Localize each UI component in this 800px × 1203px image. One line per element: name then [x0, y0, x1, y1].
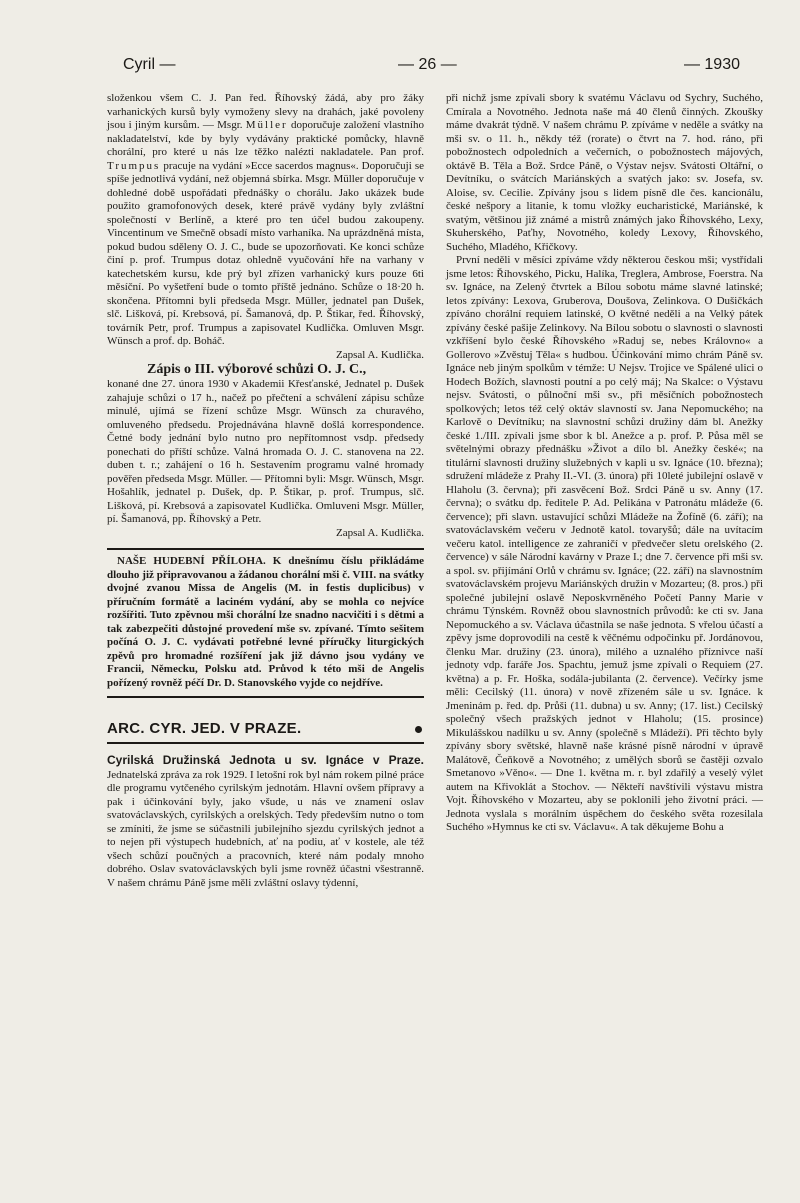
text: Jednatelská zpráva za rok 1929. I letošní rok byl nám rokem pilné práce dle programu vytčeného cyrilským jednotám. Hlavní ovšem přípravy a pak i účinkování byly, jako všude, u nás ve znamení oslav svatováclavských, cyrilských a orelských. Tedy především nutno o tom se zmíniti, že jsme se súčastnili jubilejního sjezdu cyrilských jednot a to nejen při výstupech hudebních, ať na podiu, ať v kostele, ale též všech schůzí poučných a pracovních, které nám podaly mnoho dobrého. Oslav svatováclavských byli jsme rovněž účastni všestranně. V našem chrámu Páně jsme měli zvláštní oslavy týdenní,	[107, 768, 424, 889]
section-rule	[107, 742, 424, 744]
left-column	[107, 92, 424, 890]
report-paragraph: První neděli v měsíci zpíváme vždy některou českou mši; vystřídali jsme letos: Říhovského, Picku, Halíka, Treglera, Ambrose, Foerstra. Na sv. Ignáce, na Zelený čtvrtek a Bílou sobotu máme slavné latinské; letos zpívány: Lexova, Gruberova, Doušova, Zelinkova. O Dušičkách zpíváno chorální requiem latinské, O květné neděli a na Velký pátek zpívány české pašije Zelinkovy. Na Bílou sobotu o slavnosti o slavnosti vzkříšení bylo české Říhovského »Raduj se, nebes Královno« a Gollerovo »Zvěstuj Těla« s hudbou. Účinkování mimo chrám Páně sv. Ignáce neb jiným spolkům v témže: U Nejsv. Trojice ve Spálené ulici o Hodech Božích, slavnosti poutní a po celý máj; Na Skalce: o Výstavu nejsv. Svátosti, o půlnoční mši sv., při měsíčních pobožnostech spolkových; letos též celý oktáv slavností sv. Jana Nepomuckého; na Karlově o Devítníku; na slavnostní schůzi družiny dám bl. Anežky české 1./III. zpívali jsme sbor k bl. Anežce a p. prof. P. Půsa měl se světelnými obrazy přednášku »Život a dílo bl. Anežky české«; na titulární slavnosti družiny služebných v kapli u sv. Ignáce (10. března); sdružení mládeže z Prahy II.-VI. (3. února) při 10leté jubilejní oslavě v Hlaholu (3. června); při zasvěcení Bož. Srdci Páně u sv. Anny (17. června); o svátku dp. ředitele P. Ad. Pelikána v Patronátu mládeže (6. července); při slavn. ustavující schůzi Mládeže na Žofíně (6. září); na svatováclavském večeru v Jednotě katol. tovaryšů; dále na uvítacím večeru katol. intelligence ze zahraničí v předvečer sletu orelského (2. července) v sále Národní kavárny v Praze I.; dne 7. července při mši sv. a spol. sv. přijímání Orlů v chrámu sv. Ignáce; (22. září) na slavnostním svatováclavském projevu Mariánských družin v Mozarteu; (8. pros.) při společné jubilejní oslavě Neposkvrněného Početí Panny Marie v chrámu Týnském. Rovněž obou slavnostních průvodů: ke cti sv. Jana Nepomuckého a sv. Václava účastnila se naše jednota. S vřelou účastí a zpěvy jsme doprovodili na cestě k věčnému odpočinku př. Jordánovou, členku Mar. družiny (23. února), milého a uznalého příznivce naší jednoty vdp. faráře Jos. Spachtu, jemuž jsme zpívali o Requiem (27. května) a p. Fr. Hoška, sodála-jubilanta (2. července). Večírky jsme měli: Cecilský (11. února) v nově zřízeném sále u sv. Ignáce. k Jmeninám p. řed. dp. Průši (11. dubna) u sv. Anny; (17. list.) Cecilský společný všech pražských jednot v Hlaholu; (15. prosince) Mikulášskou nadílku u sv. Anny (společně s Mládeží). Při těchto byly zpívány sbory světské, hlavně naše krásné písně národní v úpravě Malátově, Čeňkově a Novotného; z umělých sborů se častěji ozvalo Smetanovo »Věno«. — Dne 1. května m. r. byl zdařilý a veselý výlet autem na Křivoklát a Stochov. — Někteří navštívili výstavu mistra Vojt. Říhovského v Mozarteu, aby se poklonili jeho životní práci. — Jednota vyslala s morálním úspěchem do českého světa rozesilala Suchého »Hymnus ke cti sv. Václavu«. A tak děkujeme Bohu a	[446, 254, 763, 833]
minutes-continuation	[107, 92, 424, 349]
report-continuation: při nichž jsme zpívali sbory k svatému Václavu od Sychry, Suchého, Cmírala a Novotného. Jednota naše má 40 členů činných. Zkoušky máme dvakrát týdně. V našem chrámu P. zpíváme v neděle a svátky na mši sv. o 11. h., někdy též (rorate) o čtvrt na 7. hod. ráno, při pobožnostech odpoledních a večerních, o pobožnostech májových, oktávě B. Těla a Bož. Srdce Páně, o Výstav nejsv. Svátosti Oltářní, o Devítníku, o svátcích Mariánských a svatých jako: sv. Josefa, sv. Aloise, sv. Cecilie. Zpívány jsou s lidem písně dle čes. kancionálu, české nešpory a litanie, k tomu vložky eucharistické, Mariánské, k svatým, většinou již známé a mistrů známých jako Říhovského, Lexy, Skuherského, Paťhy, Novotného, koledy Lexovy, Říhovského, Suchého, Mladého, Křičkovy.	[446, 92, 763, 253]
bullet-icon	[415, 726, 422, 733]
page-number: — 26 —	[398, 56, 457, 73]
running-head	[123, 56, 740, 80]
name-spaced: Trumpus	[107, 159, 161, 172]
text: složenkou všem C. J. Pan řed. Říhovský žádá, aby pro žáky varhanických kursů byly vymoženy slevy na drahách, jaké povoleny jsou i jiným kursům. — Msgr.	[107, 92, 424, 131]
running-head-journal: Cyril —	[123, 56, 176, 73]
music-supplement-text: NAŠE HUDEBNÍ PŘÍLOHA. K dnešnímu číslu přikládáme dlouho již připravovanou a žádanou chorální mši č. VIII. na svátky dvojné zvanou Missa de Angelis (M. in festis duplicibus) v příručním formátě a laciném vydání, aby se mohla co nejvíce rozšířiti. Tuto zpěvnou mši chorální lze snadno nacvičiti i s dětmi a tak zabezpečiti důstojné provedení mše sv. zpívané. Tímto sešitem počíná O. J. C. vydávati potřebné levné příručky liturgických zpěvů pro hromadné rozšíření jak již dávno jsou vydány ve Francii, Německu, Polsku atd. Průvod k této mši de Angelis pořízený rovněž péčí Dr. D. Stanovského vyjde co nejdříve.	[107, 555, 424, 689]
minutes-heading: Zápis o III. výborové schůzi O. J. C.,	[147, 362, 367, 377]
text: pracuje na vydání »Ecce sacerdos magnus«. Doporučuji se spíše jednotlivá vydání, než objemná sbírka. Msgr. Müller doporučuje v dohledné době uspořádati přednášky o chorálu. Jako ukázek bude použito gramofonových desek, které právě vydány byly zvláštní společností v Berlíně, a které pro ten účel budou zakoupeny. Vincentinum ve Smečně obsadí místo varhaníka. Na uprázdněná místa, pokud budou sděleny O. J. C., bude se upozorňovati. Ke konci schůze činí p. prof. Trumpus dotaz ohledně vyučování hře na varhany v katechetském kursu, kde prý byl zřízen varhanický kurs pouze 6ti měsíční. Po vyšetření bude o tomto příště jednáno. Schůze o 18·20 h. skončena. Přítomni byli předseda Msgr. Müller, jednatel pan Dušek, slč. Lišková, pí. Krebsová, pí. Šamanová, dp. P. Štikar, řed. Říhovský, továrník Petr, prof. Trumpus a zapisovatel Kudlička. Omluven Msgr. Wünsch a prof. dp. Boháč.	[107, 159, 424, 347]
section-heading-text: ARC. CYR. JED. V PRAZE.	[107, 720, 302, 737]
section-heading	[107, 720, 424, 738]
music-supplement-box	[107, 548, 424, 698]
signature: Zapsal A. Kudlička.	[336, 526, 424, 539]
running-head-year: — 1930	[683, 56, 740, 73]
text: doporučuje založení vlastního nakladatelství, kde by byly vydávány praktické pomůcky, hlavně chorální, pro které u nás lze těžko nalézti nakladatele. Pan prof.	[107, 119, 424, 158]
article-title: Cyrilská Družinská Jednota u sv. Ignáce v Praze.	[107, 753, 424, 767]
annual-report	[107, 754, 424, 890]
right-column	[446, 92, 763, 835]
minutes-body: konané dne 27. února 1930 v Akademii Křesťanské, Jednatel p. Dušek zahajuje schůzi o 17 h., načež po přečtení a schválení zápisu schůze minulé, ujímá se řízení schůze Msgr. Wünsch za churavého, omluveného předsedu. Projednávána hlavně došlá korrespondence. Četné body jednání bylo nutno pro nepřítomnost vsdp. předsedy ponechati do příští schůze. Valná hromada O. J. C. stanovena na 22. duben t. r.; zahájení o 16 h. Sestavením programu valné hromady pověřen předseda Msgr. Müller. — Přítomni byli: Msgr. Wünsch, Msgr. Hošahlík, jednatel p. Dušek, dp. P. Štikar, p. prof. Trumpus, slč. Lišková, pí. Krebsová a zapisovatel Kudlička. Omluveni Msgr. Müller, pí. Šamanová, pp. Říhovský a Petr.	[107, 378, 424, 525]
signature: Zapsal A. Kudlička.	[336, 348, 424, 361]
name-spaced: Müller	[245, 119, 288, 131]
